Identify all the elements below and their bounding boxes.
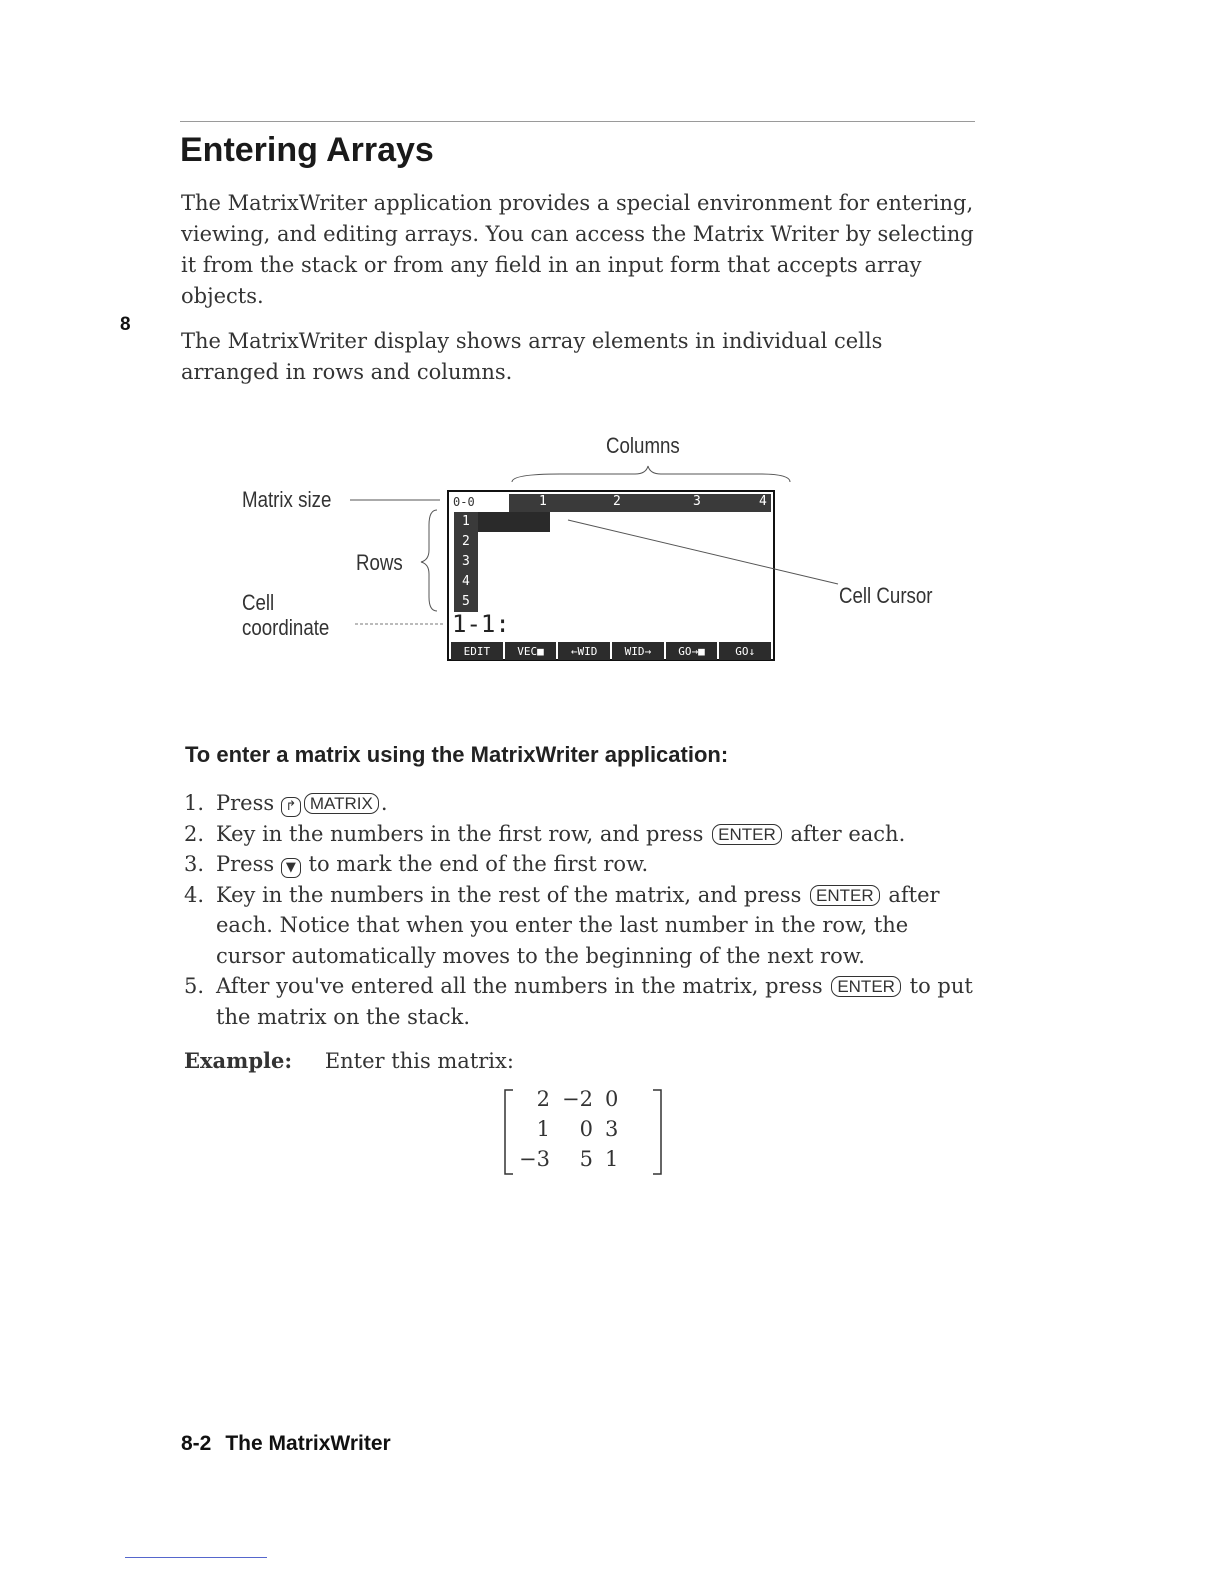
table-row: 1 0 3	[536, 1117, 619, 1141]
procedure-heading: To enter a matrix using the MatrixWriter application:	[185, 742, 729, 767]
column-header: 3	[693, 494, 701, 509]
matrix-key: MATRIX	[304, 793, 379, 814]
row-header: 2	[462, 534, 470, 549]
softkey-vec[interactable]: VEC■	[505, 642, 557, 660]
cell-cursor-leader	[560, 512, 850, 592]
coordinate-label: coordinate	[242, 615, 330, 640]
matrix-table	[513, 1084, 624, 1174]
cell-coordinate: 1-1:	[452, 610, 510, 638]
example-text: Enter this matrix:	[324, 1049, 514, 1073]
columns-brace	[500, 460, 800, 490]
enter-key: ENTER	[712, 824, 782, 845]
row-header: 1	[462, 514, 470, 529]
row-header: 4	[462, 574, 470, 589]
example-line	[184, 1048, 514, 1073]
matrix-size-label: Matrix size	[242, 487, 332, 512]
top-rule	[180, 121, 975, 122]
display-paragraph: The MatrixWriter display shows array elements in individual cells arranged in rows and columns.	[181, 329, 883, 384]
right-bracket	[651, 1088, 663, 1176]
softkey-edit[interactable]: EDIT	[451, 642, 503, 660]
enter-key: ENTER	[810, 885, 880, 906]
row-header: 3	[462, 554, 470, 569]
chapter-title: The MatrixWriter	[225, 1432, 391, 1455]
table-row: −3 5 1	[519, 1147, 619, 1171]
column-header: 2	[613, 494, 621, 509]
cell-label: Cell	[242, 590, 275, 615]
bottom-rule	[125, 1557, 267, 1558]
cell-cursor	[478, 512, 550, 532]
intro-paragraph: The MatrixWriter application provides a special environment for entering, viewing, and editing arrays. You can access the Matrix Writer by selecting it from the stack or from any field in an input form that accepts array objects.	[181, 191, 974, 308]
coordinate-leader	[350, 614, 450, 634]
softkey-menu	[451, 642, 771, 660]
column-header: 4	[759, 494, 767, 509]
column-header: 1	[539, 494, 547, 509]
example-matrix	[503, 1084, 663, 1176]
chapter-tab: 8	[120, 314, 131, 335]
softkey-wid-right[interactable]: WID→	[612, 642, 664, 660]
list-item: 4. Key in the numbers in the rest of the matrix, and press ENTER after each. Notice that when you enter the last number in the row, the cursor automatically moves to the beginning of the next row.	[184, 882, 940, 968]
softkey-wid-left[interactable]: ←WID	[558, 642, 610, 660]
softkey-go-down[interactable]: GO↓	[719, 642, 771, 660]
page-number: 8-2	[181, 1432, 212, 1455]
procedure-steps	[184, 788, 984, 1032]
example-label: Example:	[184, 1048, 293, 1073]
softkey-go-right[interactable]: GO→■	[666, 642, 718, 660]
list-item: 1. Press ↱ MATRIX .	[184, 791, 388, 815]
matrix-size-cell: 0-0	[453, 495, 475, 509]
page-footer	[181, 1432, 391, 1456]
down-arrow-key-icon: ▼	[281, 858, 301, 878]
page-title: Entering Arrays	[180, 131, 434, 169]
columns-label: Columns	[606, 433, 680, 458]
rows-label: Rows	[356, 550, 403, 575]
cell-cursor-label: Cell Cursor	[839, 583, 933, 608]
column-header-bar	[509, 494, 771, 512]
rows-brace	[415, 505, 445, 615]
table-row: 2 −2 0	[536, 1087, 619, 1111]
right-shift-key-icon: ↱	[281, 797, 301, 817]
list-item: 2. Key in the numbers in the first row, and press ENTER after each.	[184, 821, 906, 846]
list-item: 5. After you've entered all the numbers in the matrix, press ENTER to put the matrix on the stack.	[184, 974, 973, 1029]
enter-key: ENTER	[831, 976, 901, 997]
list-item: 3. Press ▼ to mark the end of the first row.	[184, 852, 649, 876]
row-header: 5	[462, 594, 470, 609]
row-header-bar	[454, 512, 478, 612]
